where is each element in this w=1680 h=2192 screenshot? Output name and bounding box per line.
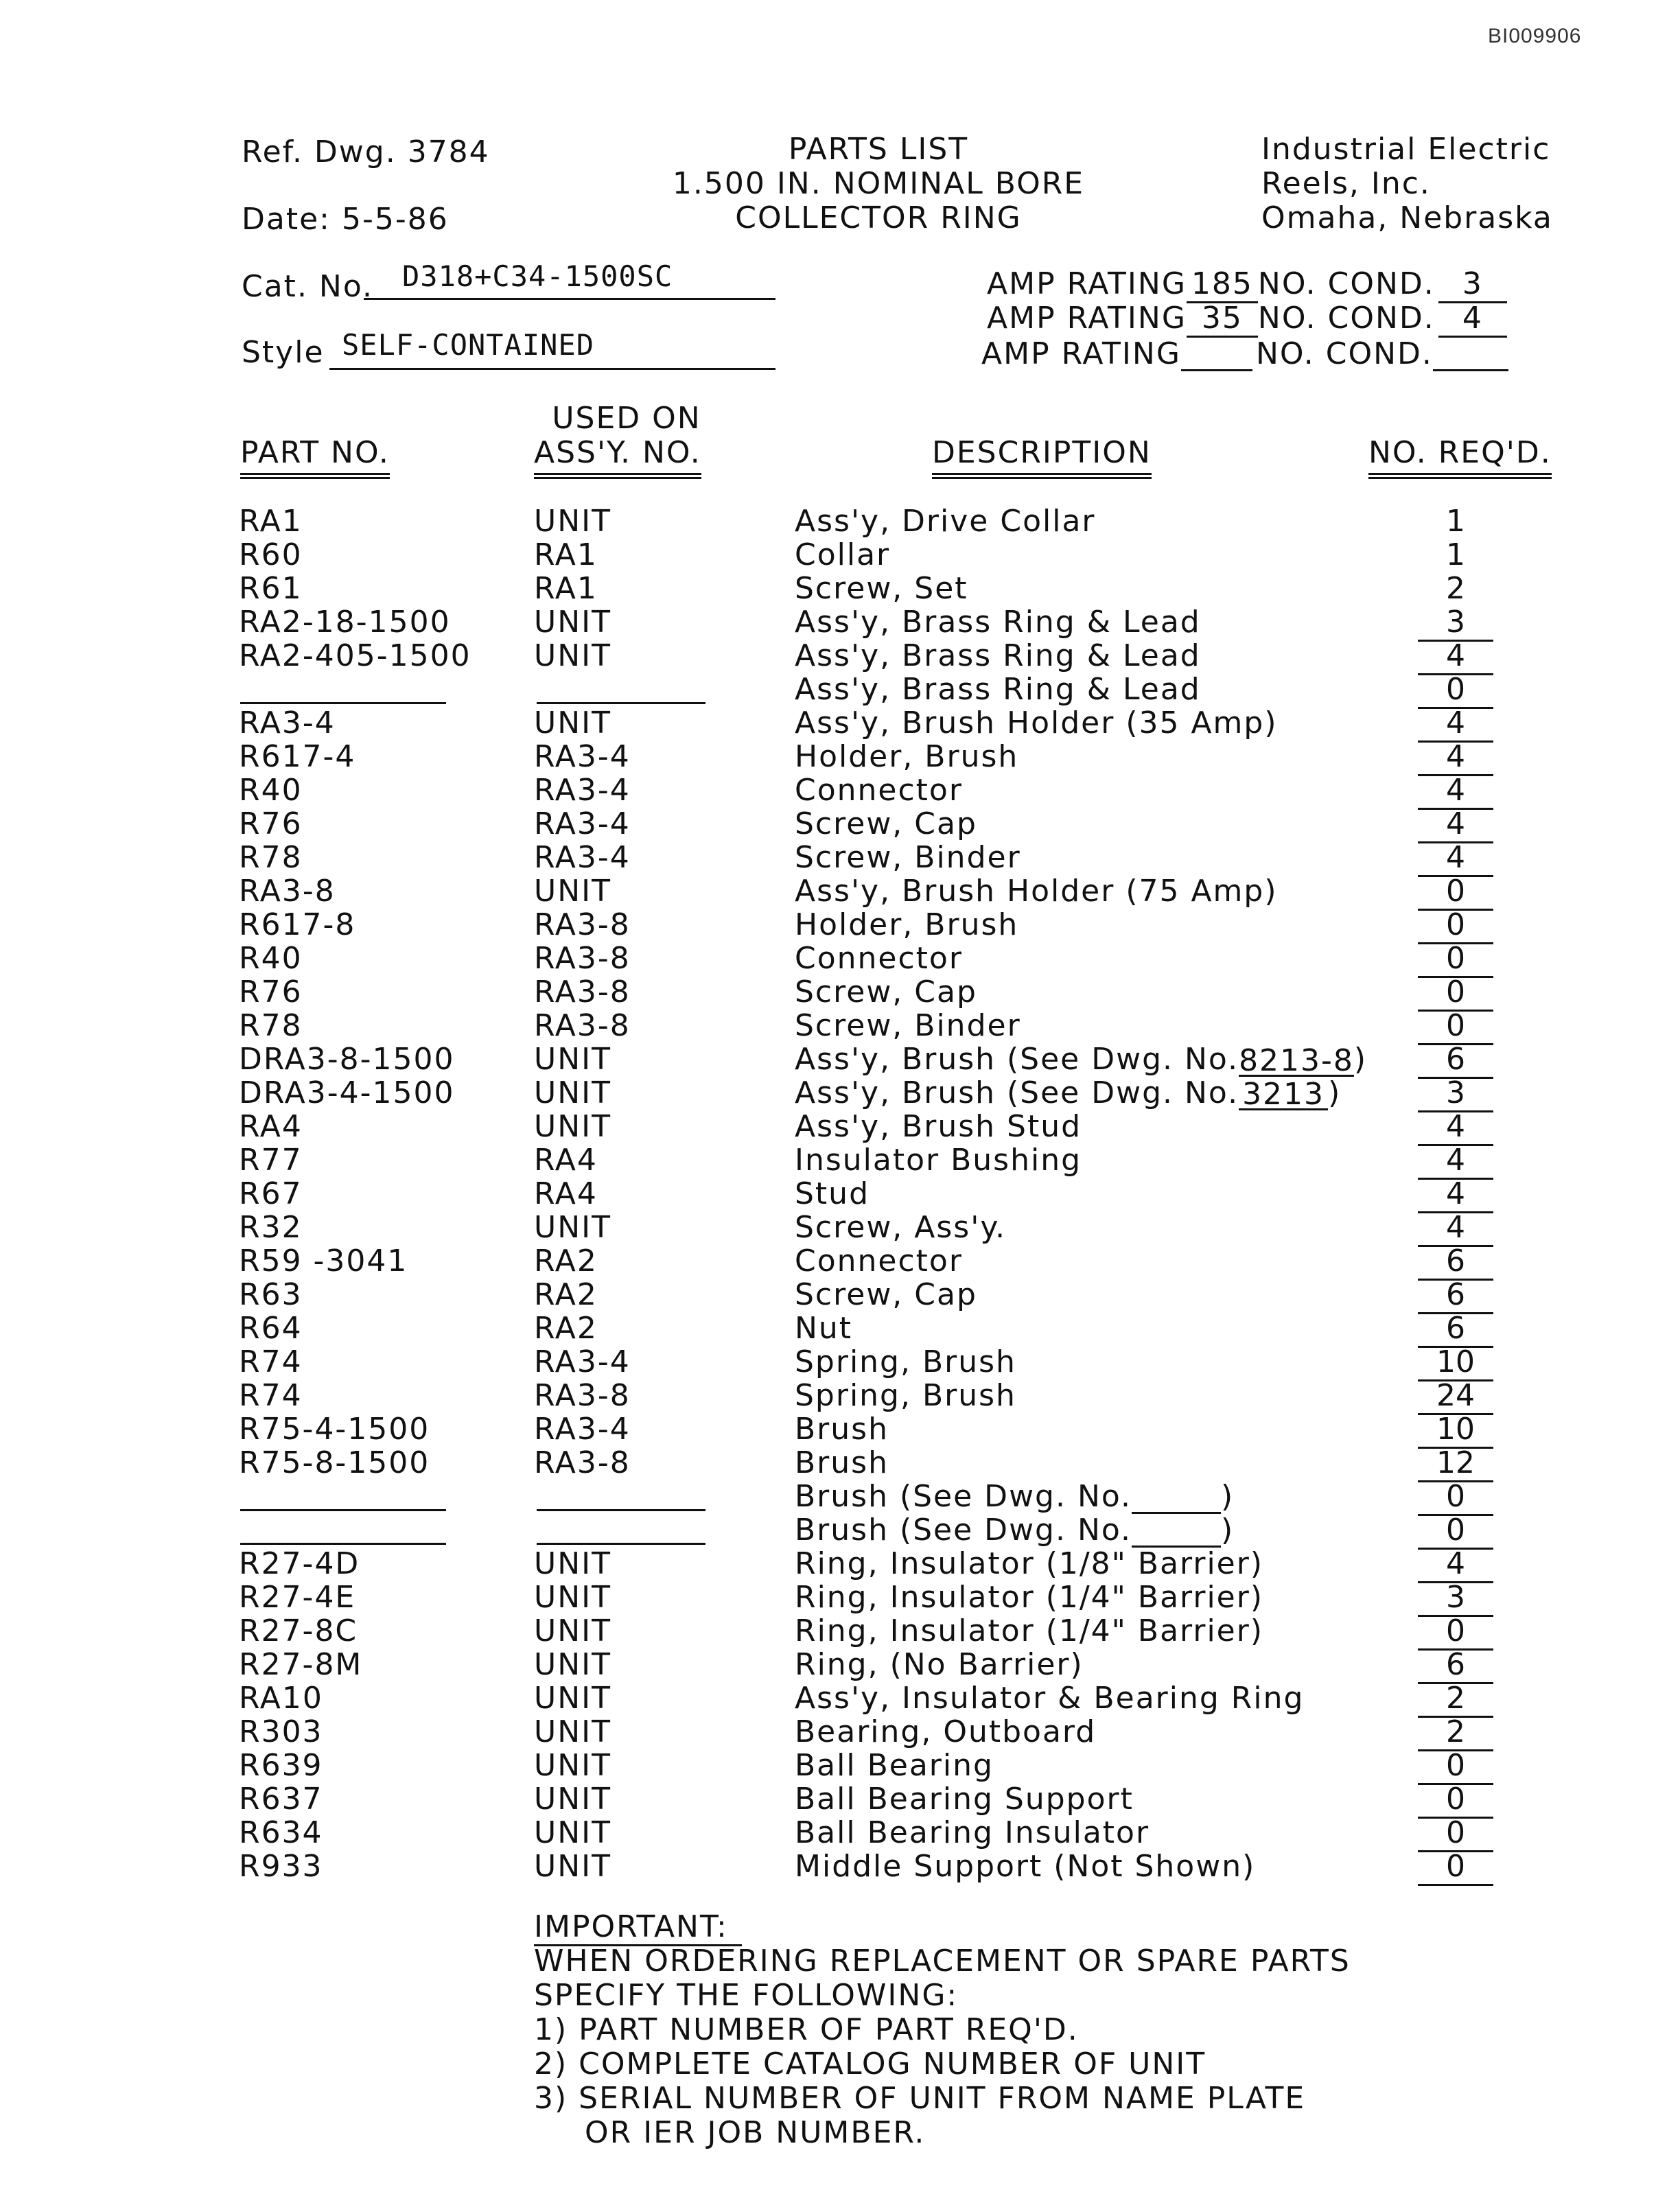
- drawing-number: [1132, 1480, 1221, 1514]
- used-on-assembly: UNIT: [534, 605, 611, 640]
- used-on-assembly: UNIT: [534, 1714, 611, 1749]
- part-description: [795, 1176, 870, 1211]
- used-on-assembly: RA1: [534, 537, 598, 572]
- description-text: Screw, Binder: [795, 1008, 1021, 1043]
- part-description: [795, 1344, 1016, 1379]
- part-number: R74: [239, 1344, 303, 1379]
- used-on-assembly: RA2: [534, 1311, 598, 1346]
- part-number: R75-8-1500: [239, 1445, 430, 1480]
- part-description: [795, 1815, 1150, 1850]
- notes-line-3: 1) PART NUMBER OF PART REQ'D.: [534, 2012, 1079, 2047]
- part-number: R76: [239, 975, 303, 1010]
- description-text: Ass'y, Brush (See Dwg. No.: [795, 1042, 1239, 1077]
- description-text: Brush: [795, 1445, 889, 1480]
- part-number: RA1: [239, 504, 303, 539]
- amp-rating-row-1: AMP RATING 185 NO. COND. 3: [987, 266, 1507, 303]
- part-description: [795, 1546, 1263, 1581]
- used-on-assembly: RA3-8: [534, 941, 631, 976]
- drawing-number: 3213: [1239, 1077, 1328, 1110]
- date: Date: 5-5-86: [242, 202, 449, 237]
- part-number: R634: [239, 1815, 323, 1850]
- part-number: DRA3-8-1500: [239, 1042, 455, 1077]
- used-on-assembly: UNIT: [534, 1815, 611, 1850]
- column-header-used-on-1: USED ON: [552, 401, 701, 436]
- part-description: [795, 1075, 1341, 1110]
- used-on-assembly: UNIT: [534, 874, 611, 909]
- company-line-1: Industrial Electric: [1261, 132, 1551, 167]
- part-description: [795, 975, 977, 1010]
- part-number: R63: [239, 1277, 303, 1312]
- quantity-required: 2: [1418, 1714, 1493, 1751]
- part-number: DRA3-4-1500: [239, 1075, 455, 1110]
- part-description: [795, 1143, 1082, 1178]
- description-text: Spring, Brush: [795, 1344, 1016, 1379]
- description-text: Ass'y, Drive Collar: [795, 504, 1096, 539]
- description-text: Connector: [795, 1244, 963, 1279]
- quantity-required: 12: [1418, 1445, 1493, 1482]
- quantity-required: 6: [1418, 1311, 1493, 1348]
- quantity-required: 10: [1418, 1344, 1493, 1381]
- part-description: [795, 874, 1278, 909]
- used-on-assembly: RA3-8: [534, 1378, 631, 1413]
- part-number: R27-4E: [239, 1580, 356, 1615]
- description-text: Connector: [795, 941, 963, 976]
- used-on-assembly: RA3-4: [534, 1412, 631, 1447]
- part-number: R32: [239, 1210, 303, 1245]
- description-text: Screw, Cap: [795, 806, 977, 841]
- used-on-assembly: RA3-4: [534, 739, 631, 774]
- part-number: R78: [239, 1008, 303, 1043]
- used-on-assembly: UNIT: [534, 1546, 611, 1581]
- style-value: SELF-CONTAINED: [342, 328, 595, 362]
- description-text: Ring, (No Barrier): [795, 1647, 1084, 1682]
- drawing-number: 8213-8: [1239, 1043, 1354, 1078]
- description-text: Holder, Brush: [795, 907, 1019, 942]
- part-number: R60: [239, 537, 303, 572]
- blank-used-line: [537, 1509, 705, 1511]
- notes-line-2: SPECIFY THE FOLLOWING:: [534, 1978, 959, 2013]
- part-number: R637: [239, 1782, 323, 1817]
- part-number: R617-8: [239, 907, 356, 942]
- part-description: [795, 537, 890, 572]
- part-number: RA2-405-1500: [239, 638, 471, 673]
- part-number: R27-8M: [239, 1647, 363, 1682]
- part-description: [795, 1109, 1082, 1144]
- quantity-required: 0: [1418, 975, 1493, 1012]
- used-on-assembly: RA3-8: [534, 907, 631, 942]
- quantity-required: 3: [1418, 1075, 1493, 1112]
- quantity-required: 2: [1418, 1681, 1493, 1718]
- used-on-assembly: UNIT: [534, 1042, 611, 1077]
- part-description: [795, 605, 1201, 640]
- description-text: Ring, Insulator (1/4" Barrier): [795, 1613, 1264, 1648]
- part-number: RA3-4: [239, 706, 336, 741]
- drawing-number: [1132, 1514, 1221, 1548]
- used-on-assembly: RA1: [534, 571, 598, 606]
- description-text: Ass'y, Brush (See Dwg. No.: [795, 1075, 1239, 1110]
- close-paren: ): [1221, 1513, 1235, 1548]
- description-text: Screw, Cap: [795, 975, 977, 1010]
- part-description: [795, 1210, 1006, 1245]
- title-line-3: COLLECTOR RING: [735, 200, 1022, 235]
- description-text: Stud: [795, 1176, 870, 1211]
- quantity-required: 0: [1418, 1849, 1493, 1886]
- used-on-assembly: UNIT: [534, 1849, 611, 1884]
- catalog-field: [364, 259, 775, 300]
- close-paren: ): [1328, 1075, 1342, 1110]
- part-description: [795, 638, 1201, 673]
- part-number: R40: [239, 773, 303, 808]
- description-text: Ass'y, Brush Holder (75 Amp): [795, 874, 1278, 909]
- description-text: Bearing, Outboard: [795, 1714, 1097, 1749]
- quantity-required: 4: [1418, 1176, 1493, 1213]
- part-number: RA2-18-1500: [239, 605, 451, 640]
- part-description: [795, 1378, 1016, 1413]
- amp-rating-row-3: AMP RATING NO. COND.: [981, 335, 1508, 371]
- used-on-assembly: RA3-4: [534, 806, 631, 841]
- close-paren: ): [1221, 1479, 1235, 1514]
- part-description: [795, 1613, 1263, 1648]
- part-description: [795, 571, 968, 606]
- quantity-required: 0: [1418, 1008, 1493, 1045]
- part-description: [795, 1681, 1304, 1716]
- description-text: Ass'y, Brass Ring & Lead: [795, 638, 1201, 673]
- title-line-2: 1.500 IN. NOMINAL BORE: [672, 166, 1085, 201]
- quantity-required: 4: [1418, 1546, 1493, 1583]
- description-text: Middle Support (Not Shown): [795, 1849, 1256, 1884]
- blank-part-line: [240, 702, 446, 704]
- used-on-assembly: RA4: [534, 1143, 598, 1178]
- used-on-assembly: UNIT: [534, 1748, 611, 1783]
- part-description: [795, 1479, 1234, 1514]
- part-number: R74: [239, 1378, 303, 1413]
- quantity-required: 4: [1418, 773, 1493, 810]
- notes-line-5: 3) SERIAL NUMBER OF UNIT FROM NAME PLATE: [534, 2081, 1306, 2116]
- description-text: Nut: [795, 1311, 853, 1346]
- used-on-assembly: RA3-8: [534, 1445, 631, 1480]
- used-on-assembly: UNIT: [534, 638, 611, 673]
- description-text: Holder, Brush: [795, 739, 1019, 774]
- quantity-required: 24: [1418, 1378, 1493, 1415]
- catalog-label: Cat. No.: [242, 269, 373, 304]
- part-description: [795, 1412, 889, 1447]
- quantity-required: 4: [1418, 706, 1493, 743]
- quantity-required: 3: [1418, 605, 1493, 642]
- part-description: [795, 739, 1018, 774]
- quantity-required: 0: [1418, 1479, 1493, 1516]
- part-description: [795, 1244, 963, 1279]
- part-description: [795, 1849, 1255, 1884]
- part-description: [795, 1042, 1367, 1077]
- part-number: R303: [239, 1714, 323, 1749]
- part-number: R78: [239, 840, 303, 875]
- document-id: BI009906: [1488, 25, 1582, 47]
- column-header-no-reqd: NO. REQ'D.: [1368, 435, 1552, 479]
- catalog-value: D318+C34-1500SC: [402, 259, 673, 293]
- quantity-required: 0: [1418, 1513, 1493, 1550]
- style-label: Style: [242, 335, 325, 370]
- blank-used-line: [537, 702, 705, 704]
- quantity-required: 4: [1418, 1109, 1493, 1146]
- part-description: [795, 1513, 1234, 1548]
- company-line-2: Reels, Inc.: [1261, 166, 1431, 201]
- part-number: R75-4-1500: [239, 1412, 430, 1447]
- description-text: Ball Bearing Support: [795, 1782, 1134, 1817]
- quantity-required: 0: [1418, 941, 1493, 978]
- quantity-required: 0: [1418, 907, 1493, 944]
- company-line-3: Omaha, Nebraska: [1261, 200, 1553, 235]
- cond-value-1: 3: [1438, 266, 1507, 303]
- used-on-assembly: RA2: [534, 1277, 598, 1312]
- quantity-required: 4: [1418, 806, 1493, 843]
- quantity-required: 1: [1446, 537, 1465, 572]
- description-text: Screw, Binder: [795, 840, 1021, 875]
- part-description: [795, 1580, 1263, 1615]
- quantity-required: 4: [1418, 1143, 1493, 1180]
- quantity-required: 4: [1418, 840, 1493, 877]
- description-text: Ass'y, Brush Holder (35 Amp): [795, 706, 1278, 741]
- part-number: R76: [239, 806, 303, 841]
- part-description: [795, 941, 963, 976]
- used-on-assembly: UNIT: [534, 1681, 611, 1716]
- description-text: Brush (See Dwg. No.: [795, 1513, 1132, 1548]
- quantity-required: 4: [1418, 1210, 1493, 1247]
- style-field: [329, 325, 775, 370]
- part-number: R27-8C: [239, 1613, 358, 1648]
- column-header-description: DESCRIPTION: [932, 435, 1152, 479]
- notes-heading: IMPORTANT:: [534, 1909, 742, 1946]
- used-on-assembly: UNIT: [534, 1782, 611, 1817]
- column-header-used-on-2: ASS'Y. NO.: [534, 435, 701, 479]
- part-number: R59 -3041: [239, 1244, 408, 1279]
- quantity-required: 10: [1418, 1412, 1493, 1449]
- description-text: Ball Bearing: [795, 1748, 994, 1783]
- description-text: Spring, Brush: [795, 1378, 1016, 1413]
- part-number: R61: [239, 571, 303, 606]
- blank-part-line: [240, 1543, 446, 1545]
- part-number: R933: [239, 1849, 323, 1884]
- used-on-assembly: RA3-4: [534, 840, 631, 875]
- quantity-required: 0: [1418, 1782, 1493, 1819]
- part-number: RA4: [239, 1109, 303, 1144]
- part-description: [795, 1647, 1084, 1682]
- quantity-required: 0: [1418, 1815, 1493, 1852]
- part-description: [795, 504, 1096, 539]
- used-on-assembly: UNIT: [534, 1210, 611, 1245]
- ref-drawing: Ref. Dwg. 3784: [242, 135, 490, 170]
- description-text: Ass'y, Brass Ring & Lead: [795, 672, 1201, 707]
- cond-value-2: 4: [1438, 301, 1507, 338]
- blank-part-line: [240, 1509, 446, 1511]
- part-description: [795, 1311, 852, 1346]
- part-description: [795, 1008, 1021, 1043]
- description-text: Screw, Set: [795, 571, 968, 606]
- part-description: [795, 1445, 889, 1480]
- quantity-required: 0: [1418, 1613, 1493, 1651]
- quantity-required: 1: [1446, 504, 1465, 539]
- blank-used-line: [537, 1543, 705, 1545]
- description-text: Brush (See Dwg. No.: [795, 1479, 1132, 1514]
- part-number: RA3-8: [239, 874, 336, 909]
- part-description: [795, 1277, 977, 1312]
- used-on-assembly: RA4: [534, 1176, 598, 1211]
- used-on-assembly: UNIT: [534, 1647, 611, 1682]
- amp-value-1: 185: [1187, 266, 1258, 303]
- cond-value-3: [1433, 335, 1508, 371]
- quantity-required: 6: [1418, 1042, 1493, 1079]
- part-description: [795, 806, 977, 841]
- used-on-assembly: RA3-8: [534, 1008, 631, 1043]
- quantity-required: 0: [1418, 1748, 1493, 1785]
- description-text: Ring, Insulator (1/8" Barrier): [795, 1546, 1264, 1581]
- part-number: R67: [239, 1176, 303, 1211]
- notes-line-4: 2) COMPLETE CATALOG NUMBER OF UNIT: [534, 2047, 1206, 2082]
- description-text: Insulator Bushing: [795, 1143, 1082, 1178]
- column-header-part-no: PART NO.: [240, 435, 390, 479]
- used-on-assembly: RA3-4: [534, 773, 631, 808]
- quantity-required: 4: [1418, 638, 1493, 675]
- quantity-required: 4: [1418, 739, 1493, 776]
- description-text: Brush: [795, 1412, 889, 1447]
- quantity-required: 6: [1418, 1647, 1493, 1684]
- part-description: [795, 907, 1018, 942]
- used-on-assembly: RA2: [534, 1244, 598, 1279]
- part-number: R27-4D: [239, 1546, 360, 1581]
- part-number: R617-4: [239, 739, 356, 774]
- part-description: [795, 1782, 1134, 1817]
- title-line-1: PARTS LIST: [788, 132, 969, 167]
- close-paren: ): [1353, 1042, 1368, 1077]
- description-text: Ball Bearing Insulator: [795, 1815, 1150, 1850]
- quantity-required: 0: [1418, 672, 1493, 709]
- used-on-assembly: UNIT: [534, 1109, 611, 1144]
- part-number: R77: [239, 1143, 303, 1178]
- used-on-assembly: UNIT: [534, 1580, 611, 1615]
- quantity-required: 6: [1418, 1244, 1493, 1281]
- description-text: Screw, Cap: [795, 1277, 977, 1312]
- description-text: Ring, Insulator (1/4" Barrier): [795, 1580, 1264, 1615]
- part-description: [795, 706, 1278, 741]
- used-on-assembly: UNIT: [534, 504, 611, 539]
- amp-rating-row-2: AMP RATING 35 NO. COND. 4: [987, 301, 1507, 338]
- amp-value-3: [1181, 335, 1252, 371]
- used-on-assembly: RA3-4: [534, 1344, 631, 1379]
- description-text: Connector: [795, 773, 963, 808]
- notes-line-1: WHEN ORDERING REPLACEMENT OR SPARE PARTS: [534, 1944, 1351, 1979]
- part-description: [795, 773, 963, 808]
- quantity-required: 0: [1418, 874, 1493, 911]
- notes-line-6: OR IER JOB NUMBER.: [585, 2115, 926, 2150]
- description-text: Collar: [795, 537, 891, 572]
- part-description: [795, 1748, 994, 1783]
- part-number: R639: [239, 1748, 323, 1783]
- part-number: R64: [239, 1311, 303, 1346]
- part-number: RA10: [239, 1681, 323, 1716]
- used-on-assembly: UNIT: [534, 706, 611, 741]
- quantity-required: 3: [1418, 1580, 1493, 1617]
- used-on-assembly: UNIT: [534, 1613, 611, 1648]
- amp-value-2: 35: [1187, 301, 1258, 338]
- description-text: Screw, Ass'y.: [795, 1210, 1007, 1245]
- description-text: Ass'y, Brush Stud: [795, 1109, 1082, 1144]
- part-number: R40: [239, 941, 303, 976]
- part-description: [795, 1714, 1096, 1749]
- used-on-assembly: RA3-8: [534, 975, 631, 1010]
- used-on-assembly: UNIT: [534, 1075, 611, 1110]
- description-text: Ass'y, Insulator & Bearing Ring: [795, 1681, 1305, 1716]
- part-description: [795, 672, 1201, 707]
- quantity-required: 2: [1446, 571, 1465, 606]
- quantity-required: 6: [1418, 1277, 1493, 1314]
- part-description: [795, 840, 1021, 875]
- description-text: Ass'y, Brass Ring & Lead: [795, 605, 1201, 640]
